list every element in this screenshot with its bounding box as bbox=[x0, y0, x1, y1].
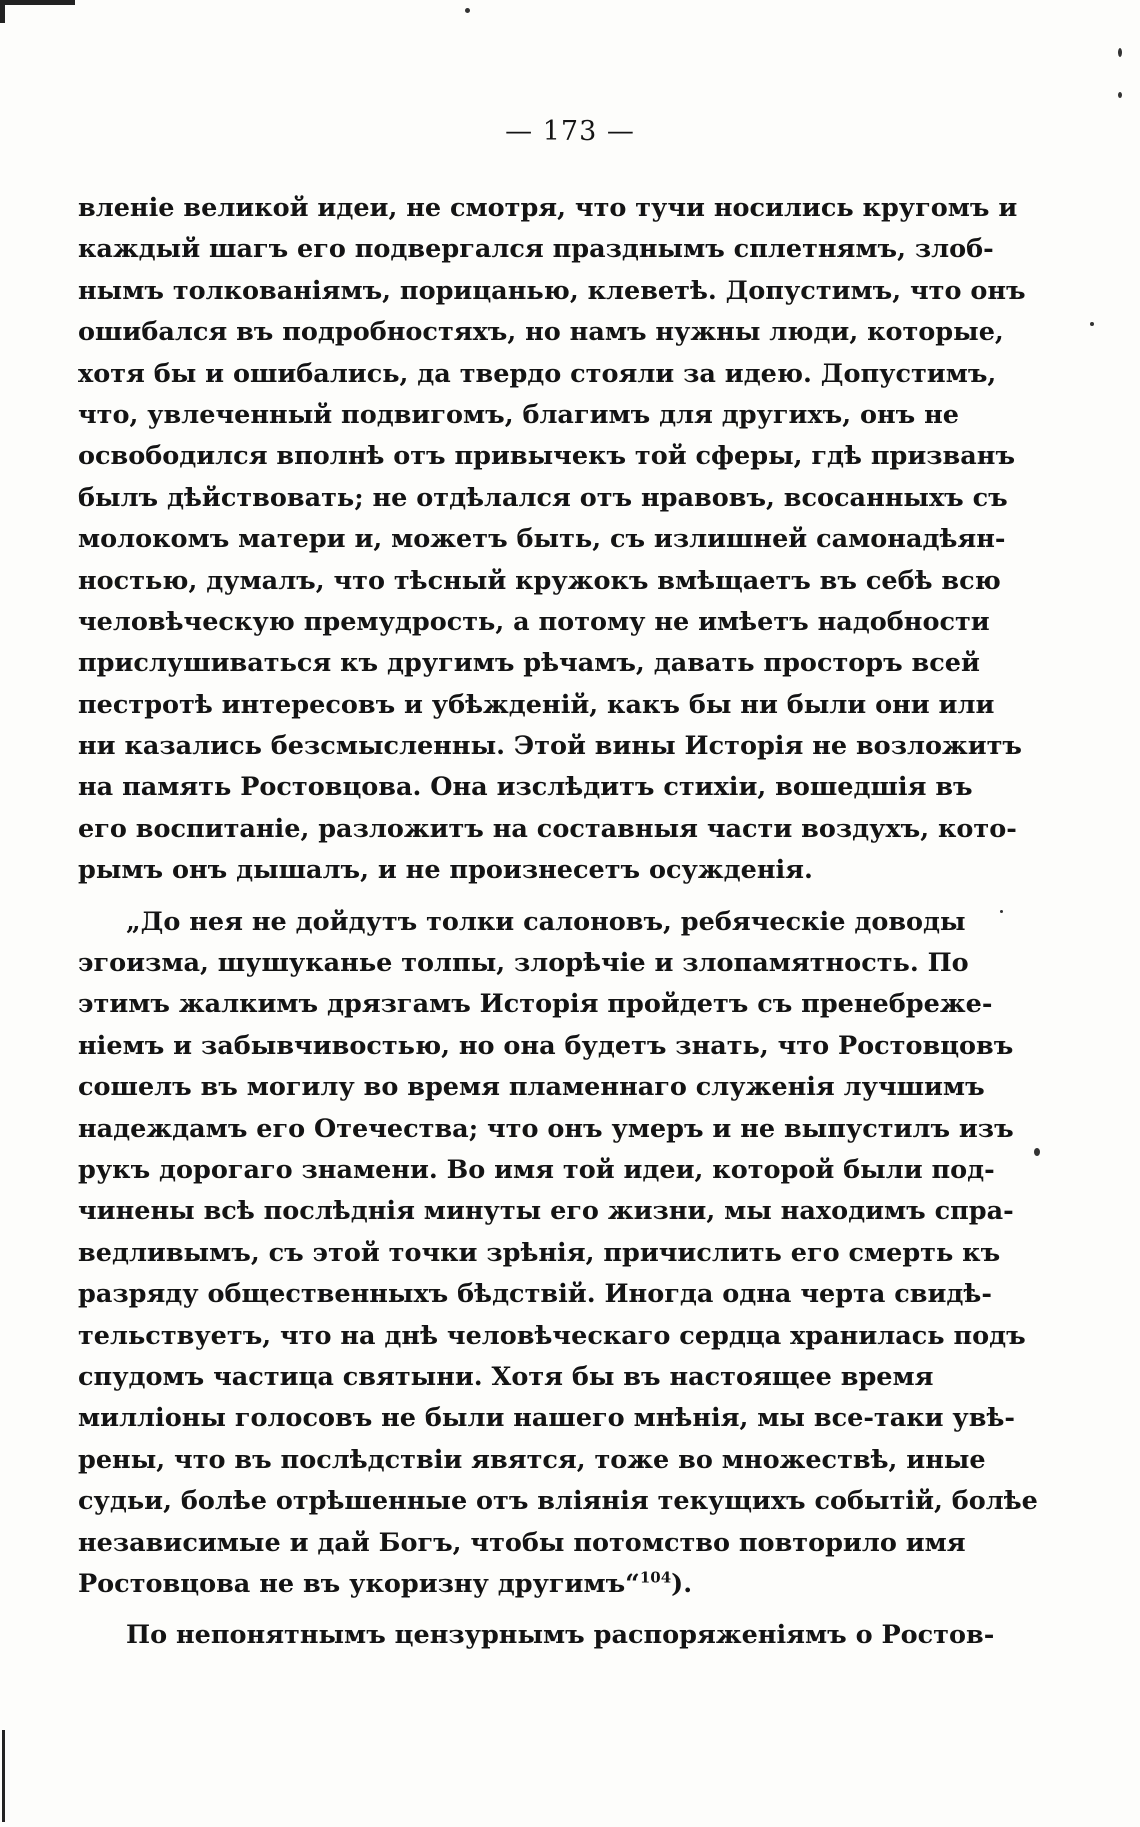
line-text: судьи, болѣе отрѣшенные отъ вліянія текущихъ событій, болѣе bbox=[78, 1486, 1038, 1517]
line-text: эгоизма, шушуканье толпы, злорѣчіе и злопамятность. По bbox=[78, 948, 969, 979]
text-line bbox=[78, 1615, 995, 1656]
line-text: ни казались безсмысленны. Этой вины Исторія не возложитъ bbox=[78, 731, 1022, 762]
text-line bbox=[78, 1564, 922, 1605]
paragraph-gap bbox=[78, 892, 922, 902]
line-text: рены, что въ послѣдствіи явятся, тоже во множествѣ, иные bbox=[78, 1444, 986, 1475]
text-line bbox=[78, 1481, 1038, 1522]
line-text: ніемъ и забывчивостью, но она будетъ знать, что Ростовцовъ bbox=[78, 1030, 1014, 1061]
paragraph-gap bbox=[78, 1605, 922, 1615]
footnote-reference: 104 bbox=[639, 1568, 672, 1587]
scan-speck bbox=[1118, 48, 1122, 57]
text-line bbox=[78, 850, 922, 891]
scan-speck bbox=[1118, 92, 1122, 98]
line-text: молокомъ матери и, можетъ быть, съ излишней самонадѣян- bbox=[78, 524, 1006, 555]
line-text: что, увлеченный подвигомъ, благимъ для другихъ, онъ не bbox=[78, 399, 959, 430]
text-line bbox=[78, 943, 969, 984]
line-text: прислушиваться къ другимъ рѣчамъ, давать просторъ всей bbox=[78, 648, 980, 679]
text-line bbox=[78, 519, 1006, 560]
line-text: Ростовцова не въ укоризну другимъ“ bbox=[78, 1568, 640, 1599]
scan-speck bbox=[1000, 910, 1003, 913]
text-line bbox=[78, 188, 1018, 229]
text-line bbox=[78, 229, 994, 270]
line-text: разряду общественныхъ бѣдствій. Иногда одна черта свидѣ- bbox=[78, 1279, 992, 1310]
paragraph bbox=[78, 902, 1038, 1606]
paragraph bbox=[78, 1615, 995, 1656]
text-line bbox=[78, 1274, 992, 1315]
text-line bbox=[78, 1398, 1015, 1439]
line-text: чинены всѣ послѣднія минуты его жизни, мы находимъ спра- bbox=[78, 1196, 1014, 1227]
text-line bbox=[78, 1440, 986, 1481]
line-text: рукъ дорогаго знамени. Во имя той идеи, которой были под- bbox=[78, 1154, 995, 1185]
line-text: каждый шагъ его подвергался празднымъ сплетнямъ, злоб- bbox=[78, 234, 994, 265]
body-text bbox=[78, 188, 1038, 1657]
line-text: освободился вполнѣ отъ привычекъ той сферы, гдѣ призванъ bbox=[78, 441, 1016, 472]
line-text: на память Ростовцова. Она изслѣдитъ стихіи, вошедшія въ bbox=[78, 772, 973, 803]
scan-speck bbox=[1034, 1148, 1040, 1156]
text-line bbox=[78, 312, 1004, 353]
text-line bbox=[78, 1191, 1014, 1232]
line-text: былъ дѣйствовать; не отдѣлался отъ нравовъ, всосанныхъ съ bbox=[78, 482, 1008, 513]
page-number: — 173 — bbox=[505, 116, 635, 147]
text-line bbox=[78, 354, 997, 395]
paragraph bbox=[78, 188, 1026, 892]
text-line bbox=[78, 1109, 1014, 1150]
line-text: хотя бы и ошибались, да твердо стояли за идею. Допустимъ, bbox=[78, 358, 997, 389]
scan-speck bbox=[465, 8, 470, 13]
line-text: пестротѣ интересовъ и убѣжденій, какъ бы ни были они или bbox=[78, 689, 995, 720]
text-line bbox=[78, 1150, 995, 1191]
line-text: спудомъ частица святыни. Хотя бы въ настоящее время bbox=[78, 1361, 934, 1392]
text-line bbox=[78, 271, 1026, 312]
line-text: надеждамъ его Отечества; что онъ умеръ и не выпустилъ изъ bbox=[78, 1113, 1014, 1144]
line-text: независимые и дай Богъ, чтобы потомство повторило имя bbox=[78, 1527, 966, 1558]
line-text: ведливымъ, съ этой точки зрѣнія, причислить его смерть къ bbox=[78, 1237, 1001, 1268]
text-line bbox=[78, 478, 1008, 519]
text-line bbox=[78, 902, 966, 943]
text-line bbox=[78, 1523, 966, 1564]
line-text: ошибался въ подробностяхъ, но намъ нужны люди, которые, bbox=[78, 317, 1004, 348]
line-text: вленіе великой идеи, не смотря, что тучи носились кругомъ и bbox=[78, 193, 1018, 223]
text-line bbox=[78, 1316, 1026, 1357]
text-line bbox=[78, 1357, 934, 1398]
text-line bbox=[78, 1067, 985, 1108]
scan-border-artifact bbox=[0, 0, 75, 23]
line-text: человѣческую премудрость, а потому не имѣетъ надобности bbox=[78, 606, 990, 637]
line-text: его воспитаніе, разложитъ на составныя части воздухъ, кото- bbox=[78, 813, 1017, 844]
line-text: По непонятнымъ цензурнымъ распоряженіямъ о Ростов- bbox=[126, 1620, 995, 1651]
line-text: ностью, думалъ, что тѣсный кружокъ вмѣщаетъ въ себѣ всю bbox=[78, 565, 1001, 596]
text-line bbox=[78, 436, 1016, 477]
text-line bbox=[78, 726, 1022, 767]
line-text: „До нея не дойдутъ толки салоновъ, ребяческіе доводы bbox=[126, 906, 966, 937]
line-text: сошелъ въ могилу во время пламеннаго служенія лучшимъ bbox=[78, 1072, 985, 1103]
text-line bbox=[78, 984, 993, 1025]
line-text: милліоны голосовъ не были нашего мнѣнія, мы все-таки увѣ- bbox=[78, 1403, 1015, 1434]
text-line bbox=[78, 643, 980, 684]
text-line bbox=[78, 685, 995, 726]
line-text: тельствуетъ, что на днѣ человѣческаго сердца хранилась подъ bbox=[78, 1320, 1026, 1351]
line-text: этимъ жалкимъ дрязгамъ Исторія пройдетъ съ пренебреже- bbox=[78, 989, 993, 1020]
text-line bbox=[78, 602, 990, 643]
text-line bbox=[78, 767, 973, 808]
line-text: рымъ онъ дышалъ, и не произнесетъ осужденія. bbox=[78, 855, 813, 886]
text-line bbox=[78, 809, 1017, 850]
scan-edge-artifact bbox=[2, 1730, 5, 1822]
text-line bbox=[78, 561, 1001, 602]
text-line bbox=[78, 1026, 1014, 1067]
text-line bbox=[78, 395, 959, 436]
text-line bbox=[78, 1233, 1001, 1274]
line-text: нымъ толкованіямъ, порицанью, клеветѣ. Допустимъ, что онъ bbox=[78, 275, 1026, 306]
closing-punctuation: ). bbox=[671, 1568, 693, 1599]
scan-speck bbox=[1090, 322, 1094, 326]
